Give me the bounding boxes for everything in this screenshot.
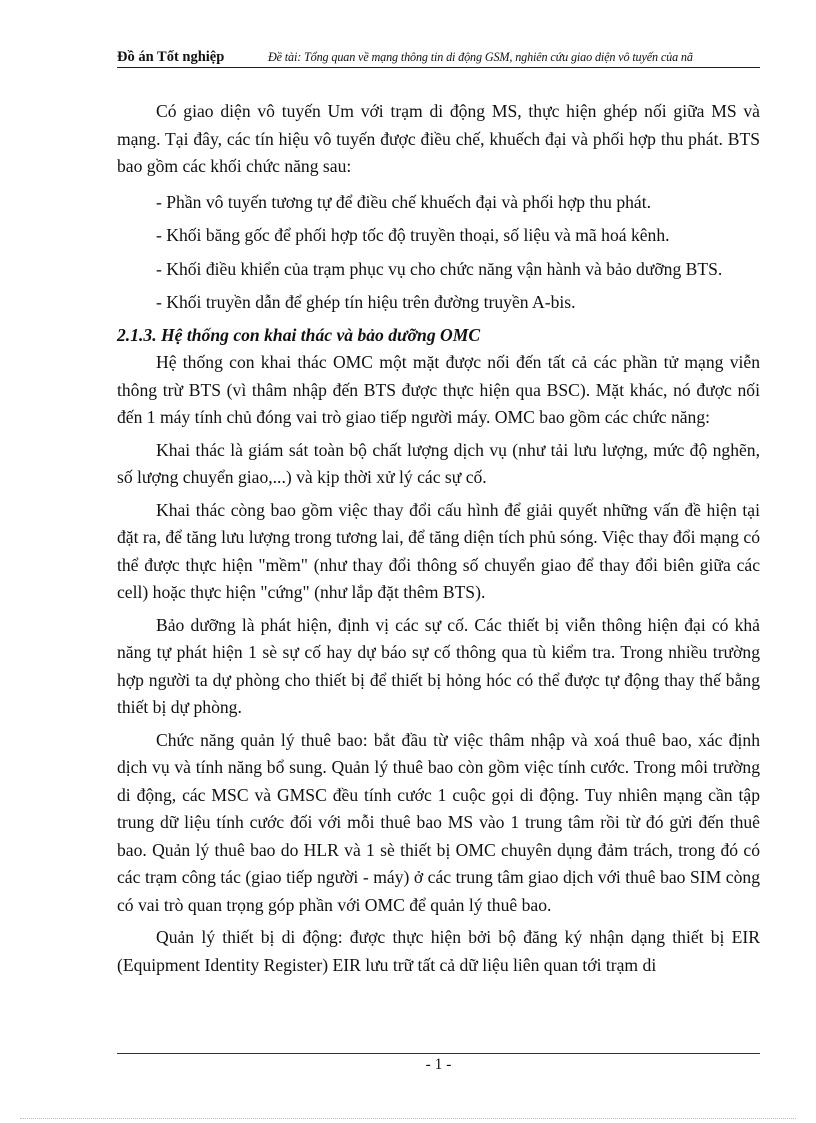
bullet-item: - Khối điều khiển của trạm phục vụ cho chức năng vận hành và bảo dưỡng BTS.	[156, 258, 723, 279]
page-header	[117, 46, 760, 68]
bullet-item: - Khối truyền dẫn để ghép tín hiệu trên đường truyền A-bis.	[156, 292, 576, 312]
document-body	[117, 98, 760, 979]
footer-divider	[117, 1053, 760, 1054]
page-number: - 1 -	[425, 1056, 452, 1073]
header-thesis-label: Đồ án Tốt nghiệp	[117, 49, 225, 65]
page-bottom-border	[20, 1118, 796, 1119]
paragraph-configuration: Khai thác còng bao gồm việc thay đổi cấu hình để giải quyết những vấn đề hiện tại đặt ra, để tăng lưu lượng trong tương lai, để tăng diện tích phủ sóng. Việc thay đổi mạng có thể được thực hiện "mềm" (như thay đổi thông số chuyển giao để thay đổi biên giữa các cell) hoặc thực hiện "cứng" (như lắp đặt thêm BTS).	[117, 499, 760, 602]
bullet-item: - Khối băng gốc để phối hợp tốc độ truyền thoại, số liệu và mã hoá kênh.	[156, 225, 670, 245]
paragraph-omc-intro: Hệ thống con khai thác OMC một mặt được nối đến tất cả các phần tử mạng viễn thông trừ BTS (vì thâm nhập đến BTS được thực hiện qua BSC). Mặt khác, nó được nối đến 1 máy tính chủ đóng vai trò giao tiếp người máy. OMC bao gồm các chức năng:	[117, 352, 760, 427]
header-topic: Đề tài: Tổng quan về mạng thông tin di động GSM, nghiên cứu giao diện vô tuyến của nã	[268, 50, 693, 64]
paragraph-maintenance: Bảo dưỡng là phát hiện, định vị các sự cố. Các thiết bị viễn thông hiện đại có khả năng tự phát hiện 1 sè sự cố hay dự báo sự cố thông qua tù kiểm tra. Trong nhiều trường hợp người ta dự phòng cho thiết bị để thiết bị hỏng hóc có thể được tự động thay thế bằng thiết bị dự phòng.	[117, 614, 760, 717]
paragraph-intro: Có giao diện vô tuyến Um với trạm di động MS, thực hiện ghép nối giữa MS và mạng. Tại đây, các tín hiệu vô tuyến được điều chế, khuếch đại và phối hợp thu phát. BTS bao gồm các khối chức năng sau:	[117, 101, 760, 176]
paragraph-operation: Khai thác là giám sát toàn bộ chất lượng dịch vụ (như tải lưu lượng, mức độ nghẽn, số lượng chuyển giao,...) và kịp thời xử lý các sự cố.	[117, 439, 760, 487]
paragraph-subscriber-management: Chức năng quản lý thuê bao: bắt đầu từ việc thâm nhập và xoá thuê bao, xác định dịch vụ và tính năng bổ sung. Quản lý thuê bao còn gồm việc tính cước. Trong môi trường di động, các MSC và GMSC đều tính cước 1 cuộc gọi di động. Tuy nhiên mạng cần tập trung dữ liệu tính cước đối với mỗi thuê bao MS vào 1 trung tâm rồi từ đó gửi đến thuê bao. Quản lý thuê bao do HLR và 1 sè thiết bị OMC chuyên dụng đảm trách, trong đó có các trạm công tác (giao tiếp người - máy) ở các trung tâm giao dịch với thuê bao SIM còng có vai trò quan trọng góp phần với OMC để quản lý thuê bao.	[117, 729, 760, 915]
bullet-item: - Phần vô tuyến tương tự để điều chế khuếch đại và phối hợp thu phát.	[156, 191, 652, 212]
paragraph-equipment-management: Quản lý thiết bị di động: được thực hiện bởi bộ đăng ký nhận dạng thiết bị EIR (Equipment Identity Register) EIR lưu trữ tất cả dữ liệu liên quan tới trạm di	[117, 927, 760, 975]
section-heading: 2.1.3. Hệ thống con khai thác và bảo dưỡng OMC	[117, 324, 481, 345]
